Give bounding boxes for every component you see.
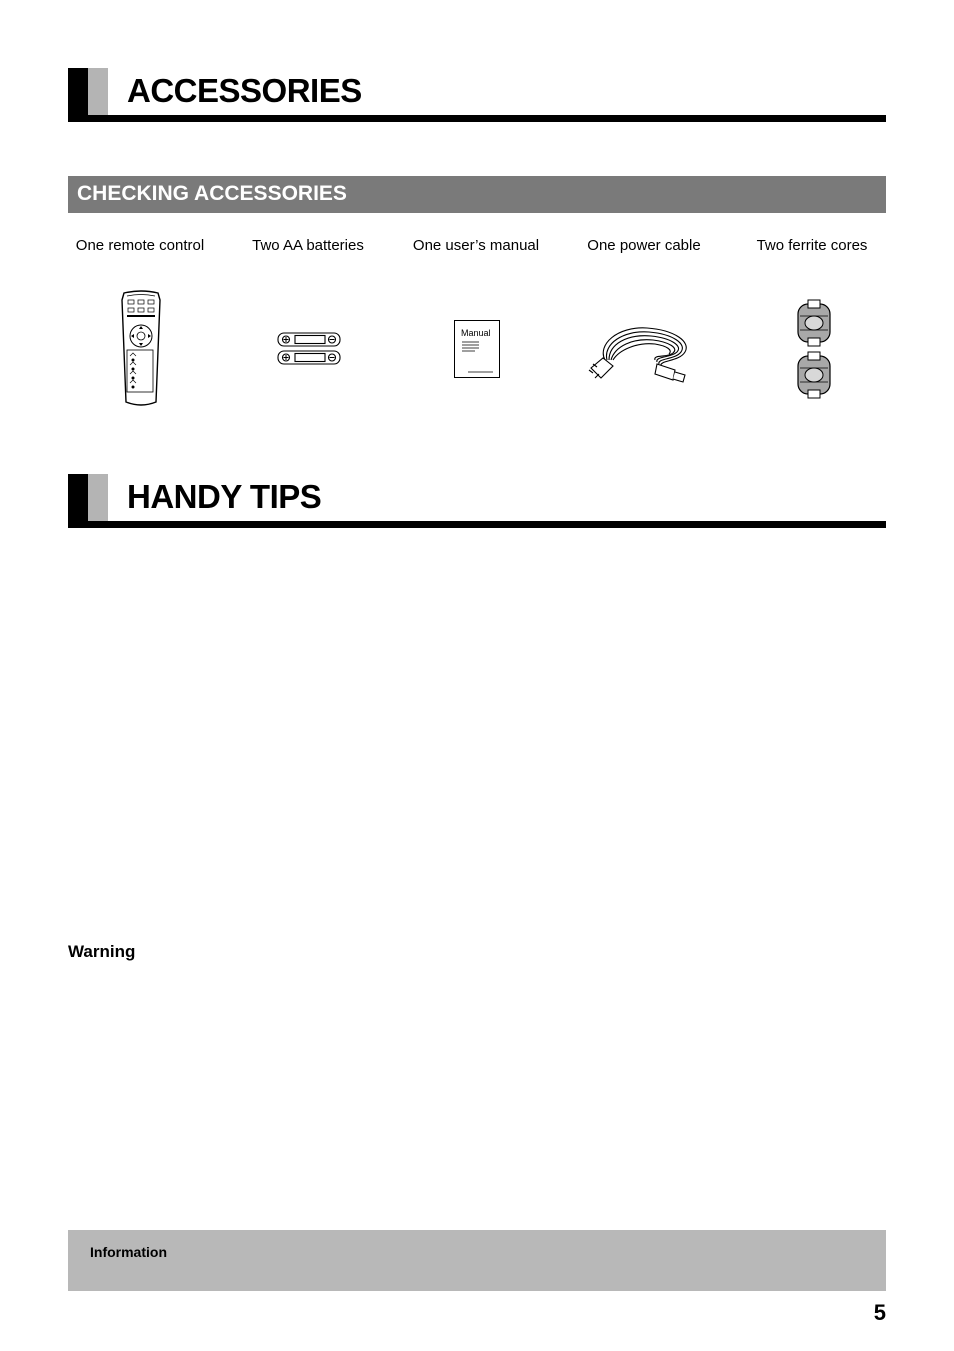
heading-marker-black: [68, 68, 88, 122]
accessory-label-manual: One user’s manual: [412, 237, 540, 254]
heading-marker-gray: [88, 68, 108, 115]
accessory-label-power-cable: One power cable: [587, 237, 701, 254]
manual-cover-text: Manual: [461, 328, 491, 338]
accessories-heading: [68, 68, 886, 122]
handy-tips-heading: [68, 474, 886, 528]
checking-accessories-title: CHECKING ACCESSORIES: [77, 182, 347, 205]
information-title: Information: [90, 1244, 167, 1260]
heading-rule: [88, 115, 886, 122]
accessory-label-remote: One remote control: [75, 237, 205, 254]
heading-rule: [88, 521, 886, 528]
checking-accessories-subheading: [68, 176, 886, 213]
manual-lines-icon: [455, 321, 499, 377]
page-number: 5: [873, 1300, 886, 1325]
batteries-icon: [276, 331, 342, 367]
heading-marker-gray: [88, 474, 108, 521]
accessory-label-ferrite-cores: Two ferrite cores: [756, 237, 868, 254]
handy-tips-title: HANDY TIPS: [127, 478, 322, 515]
heading-marker-black: [68, 474, 88, 528]
warning-title: Warning: [68, 942, 136, 961]
accessories-title: ACCESSORIES: [127, 72, 362, 109]
ferrite-core-icon: [794, 298, 834, 400]
power-cable-icon: [587, 320, 695, 384]
accessory-label-batteries: Two AA batteries: [252, 237, 364, 254]
remote-control-icon: [118, 290, 164, 410]
manual-icon: [454, 320, 500, 378]
information-box: [68, 1230, 886, 1291]
